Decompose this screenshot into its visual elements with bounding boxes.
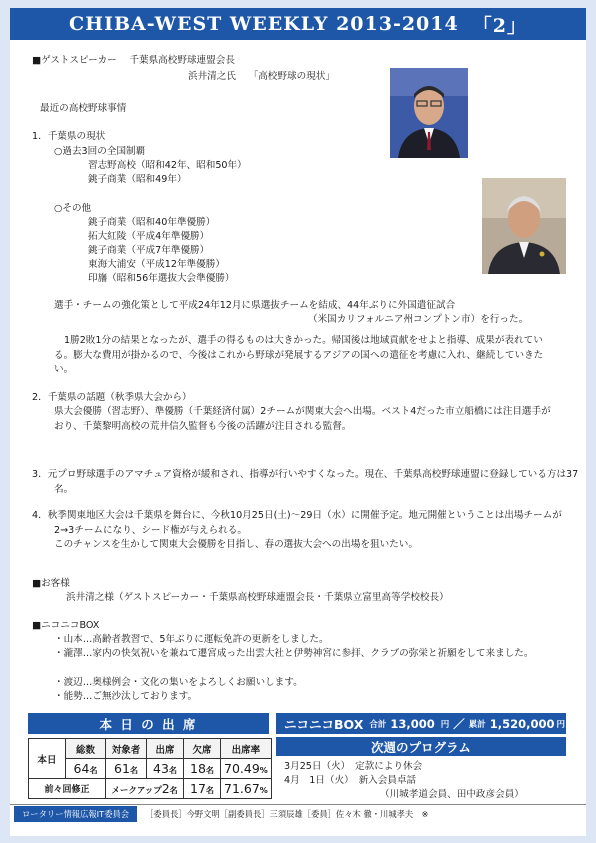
masthead bbox=[10, 8, 586, 40]
program-title: 次週のプログラム bbox=[276, 737, 566, 756]
footer-committee-label: ロータリー情報広報IT委員会 bbox=[14, 806, 137, 822]
box-slash: ／ bbox=[453, 716, 465, 731]
section-1-sub1: ○過去3回の全国制覇 bbox=[54, 146, 146, 157]
fix-label: 前々回修正 bbox=[29, 779, 106, 799]
section-4-body-2: このチャンスを生かして関東大会優勝を目指し、春の選抜大会への出場を狙いたい。 bbox=[54, 539, 418, 550]
attendance-table bbox=[28, 738, 272, 799]
column-header: 出席率 bbox=[221, 739, 272, 759]
list-item: 銚子商業（昭和40年準優勝） bbox=[88, 217, 216, 228]
guests-body: 浜井清之様（ゲストスピーカー・千葉県高校野球連盟会長・千葉県立富里高等学校校長） bbox=[66, 592, 449, 603]
box-total-yen: 円 bbox=[556, 719, 566, 730]
program-line: 4月 1日（火） 新入会員卓話 bbox=[284, 775, 417, 786]
speaker-name-topic: 浜井清之氏 「高校野球の現状」 bbox=[188, 71, 335, 82]
program-line: 3月25日（火） 定款により休会 bbox=[284, 761, 423, 772]
rate-cell: 70.49% bbox=[221, 759, 272, 779]
box-today-value: 13,000 bbox=[390, 716, 435, 731]
issue-number: 「2」 bbox=[472, 14, 527, 37]
list-item: 東海大浦安（平成12年準優勝） bbox=[88, 259, 225, 270]
guests-heading: ■お客様 bbox=[32, 578, 70, 589]
box-total-value: 1,520,000 bbox=[489, 716, 555, 731]
total-cell: 64名 bbox=[66, 759, 106, 779]
list-item: 銚子商業（昭和49年） bbox=[88, 174, 187, 185]
newsletter-page bbox=[10, 8, 586, 836]
niconico-heading: ■ニコニコBOX bbox=[32, 620, 100, 631]
section-1-sub2: ○その他 bbox=[54, 203, 92, 214]
section-1-para1a: 選手・チームの強化策として平成24年12月に県選抜チームを結成、44年ぶりに外国遣征試合 bbox=[54, 300, 456, 311]
box-yen: 円 bbox=[440, 719, 450, 730]
section-3-body: 3．元プロ野球選手のアマチュア資格が緩和され、指導が行いやすくなった。現在、千葉県高校野球連盟に登録している方は37名。 bbox=[32, 469, 579, 495]
masthead-title: CHIBA-WEST WEEKLY 2013-2014 bbox=[69, 13, 459, 35]
list-item: 印旛（昭和56年選抜大会準優勝） bbox=[88, 273, 235, 284]
eligible-cell: 61名 bbox=[106, 759, 147, 779]
niconico-item: ・瀧澤…家内の快気祝いを兼ねて遷宮成った出雲大社と伊勢神宮に参拝、クラブの弥栄と祈願をして来ました。 bbox=[54, 648, 534, 659]
speaker-photo-2 bbox=[482, 178, 566, 274]
section-1-para2: 1勝2敗1分の結果となったが、選手の得るものは大きかった。帰国後は地域貢献をせよと指導、成果が表れている。膨大な費用が掛かるので、今後はこれから野球が発展するアジアの国への遣征を考慮に入れ、継続していきたい。 bbox=[54, 335, 544, 375]
present-cell: 43名 bbox=[147, 759, 184, 779]
section-2-heading: 2．千葉県の話題（秋季県大会から） bbox=[32, 392, 192, 403]
section-2-body: 県大会優勝（習志野）、準優勝（千葉経済付属）2チームが関東大会へ出場。ベスト4だった市立船橋には注目選手がおり、千葉黎明高校の荒井信久監督も今後の活躍が注目される監督。 bbox=[54, 406, 551, 432]
box-today-label: 合計 bbox=[369, 719, 387, 730]
niconico-item: ・山本…高齢者教習で、5年ぶりに運転免許の更新をしました。 bbox=[54, 634, 329, 645]
fix-rate-cell: 71.67% bbox=[221, 779, 272, 799]
column-header: 欠席 bbox=[184, 739, 221, 759]
program-line: （川城孝道会員、田中政彦会員） bbox=[380, 789, 524, 800]
makeup-cell: メークアップ2名 bbox=[106, 779, 184, 799]
column-header: 出席 bbox=[147, 739, 184, 759]
attendance-title: 本 日 の 出 席 bbox=[28, 713, 269, 734]
list-item: 銚子商業（平成7年準優勝） bbox=[88, 245, 210, 256]
footer-members: ［委員長］今野文明［副委員長］三須辰雄［委員］佐々木 徹・川城孝夫 ※ bbox=[145, 809, 429, 819]
attendance-row-label: 本日 bbox=[29, 739, 66, 779]
niconico-item: ・渡辺…奥様例会・文化の集いをよろしくお願いします。 bbox=[54, 677, 303, 688]
niconico-box-totals bbox=[276, 713, 566, 734]
speaker-photo-1 bbox=[390, 68, 468, 158]
absent-cell: 18名 bbox=[184, 759, 221, 779]
list-item: 拓大紅陵（平成4年準優勝） bbox=[88, 231, 210, 242]
footer bbox=[10, 804, 586, 823]
column-header: 総数 bbox=[66, 739, 106, 759]
guest-speaker-line: ■ゲストスピーカー 千葉県高校野球連盟会長 bbox=[32, 55, 235, 66]
section-1-para1b: （米国カリフォルニア州コンプトン市）を行った。 bbox=[308, 314, 529, 325]
niconico-item: ・能勢…ご無沙汰しております。 bbox=[54, 691, 198, 702]
article-subhead: 最近の高校野球事情 bbox=[40, 103, 127, 114]
fix-absent-cell: 17名 bbox=[184, 779, 221, 799]
box-total-label: 累計 bbox=[468, 719, 486, 730]
box-label: ニコニコBOX bbox=[284, 716, 364, 732]
section-1-heading: 1．千葉県の現状 bbox=[32, 131, 106, 142]
column-header: 対象者 bbox=[106, 739, 147, 759]
list-item: 習志野高校（昭和42年、昭和50年） bbox=[88, 160, 247, 171]
section-4-body: 4．秋季関東地区大会は千葉県を舞台に、今秋10月25日(土)～29日（水）に開催予定。地元開催ということは出場チームが2→3チームになり、シード権が与えられる。 bbox=[32, 510, 562, 536]
